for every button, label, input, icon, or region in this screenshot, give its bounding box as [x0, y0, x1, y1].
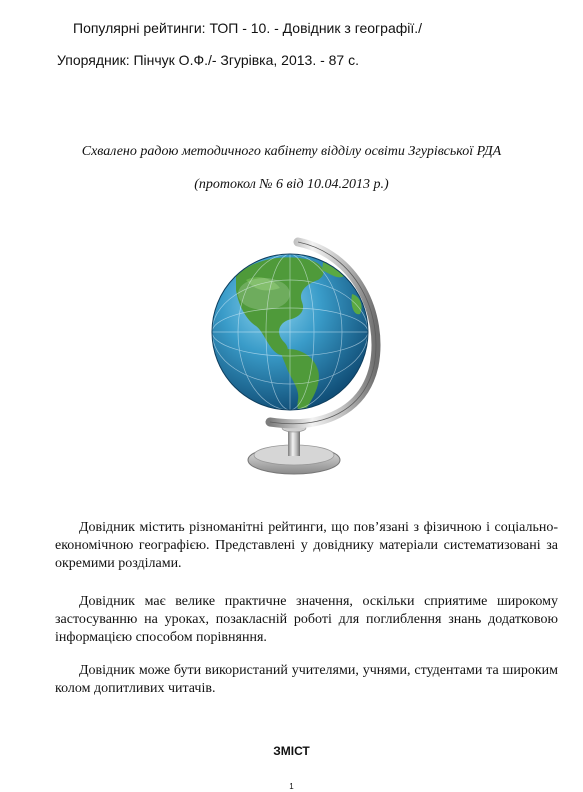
value-paragraph: Довідник має велике практичне значення, оскільки сприятиме широкому застосуванню на уроках, позакласній роботі для поглиблення знань додатковою інформацією способом порівняння.: [55, 594, 558, 645]
intro-paragraph: Довідник містить різноманітні рейтинги, що пов’язані з фізичною і соціально-економічною географією. Представлені у довіднику матеріали систематизовані за окремими розділами.: [55, 520, 558, 571]
publication-header-line: Популярні рейтинги: ТОП - 10. - Довідник з географії./: [73, 20, 423, 36]
globe-icon: [206, 234, 390, 482]
protocol-note: (протокол № 6 від 10.04.2013 р.): [194, 177, 389, 192]
approval-statement: Схвалено радою методичного кабінету відділу освіти Згурівської РДА: [81, 144, 502, 159]
page-number: 1: [289, 782, 294, 791]
contents-heading: ЗМІСТ: [273, 744, 310, 758]
compiler-line: Упорядник: Пінчук О.Ф./- Згурівка, 2013. - 87 с.: [57, 52, 359, 68]
audience-paragraph: Довідник може бути використаний учителями, учнями, студентами та широким колом допитливих читачів.: [55, 663, 558, 696]
